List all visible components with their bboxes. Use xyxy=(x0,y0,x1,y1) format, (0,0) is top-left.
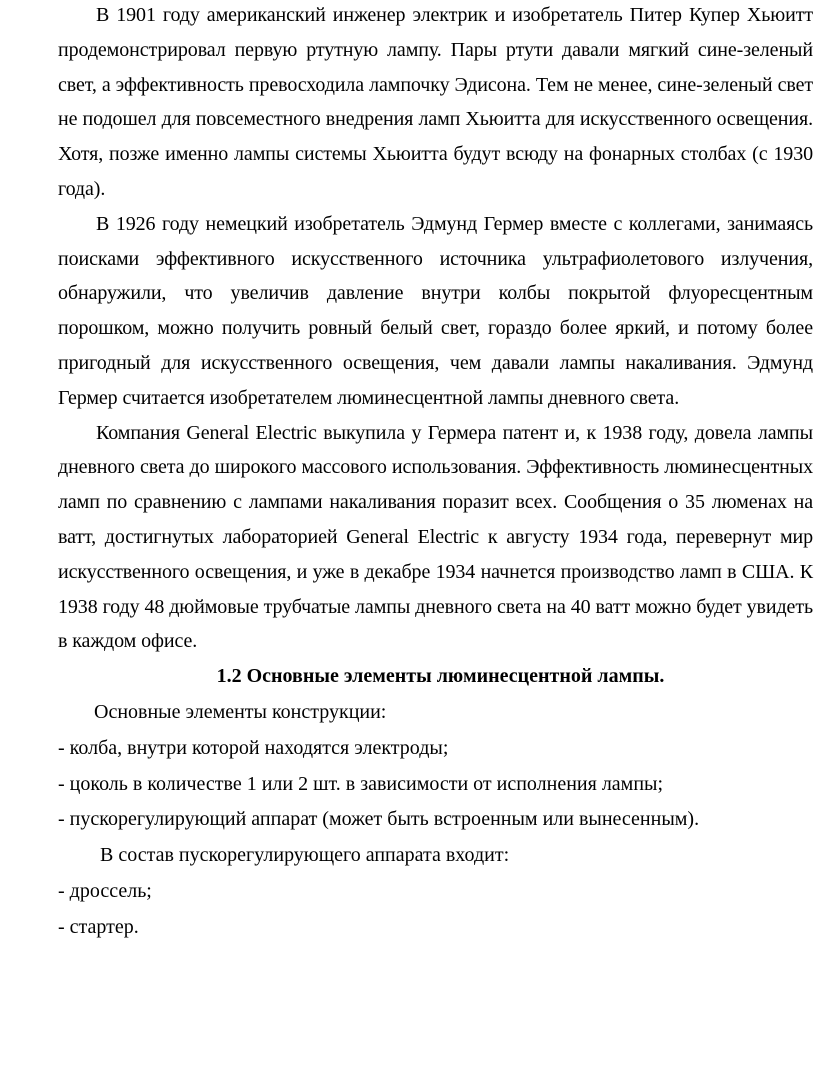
construction-intro: Основные элементы конструкции: xyxy=(94,700,387,723)
paragraph-general-electric: Компания General Electric выкупила у Гермера патент и, к 1938 году, довела лампы дневного света до широкого массового использования. Эффективность люминесцентных ламп по сравнению с лампами накаливания поразит всех. Сообщения о 35 люменах на ватт, достигнутых лабораторией General Electric к августу 1934 года, перевернут мир искусственного освещения, и уже в декабре 1934 начнется производство ламп в США. К 1938 году 48 дюймовые трубчатые лампы дневного света на 40 ватт можно будет увидеть в каждом офисе. xyxy=(58,421,813,653)
paragraph-germer-invention: В 1926 году немецкий изобретатель Эдмунд Гермер вместе с коллегами, занимаясь поисками эффективного искусственного источника ультрафиолетового излучения, обнаружили, что увеличив давление внутри колбы покрытой флуоресцентным порошком, можно получить ровный белый свет, гораздо более яркий, и потому более пригодный для искусственного освещения, чем давали лампы накаливания. Эдмунд Гермер считается изобретателем люминесцентной лампы дневного света. xyxy=(58,212,813,409)
paragraph-hewitt-lamp: В 1901 году американский инженер электрик и изобретатель Питер Купер Хьюитт продемонстрировал первую ртутную лампу. Пары ртути давали мягкий сине-зеленый свет, а эффективность превосходила лампочку Эдисона. Тем не менее, сине-зеленый свет не подошел для повсеместного внедрения ламп Хьюитта для искусственного освещения. Хотя, позже именно лампы системы Хьюитта будут всюду на фонарных столбах (с 1930 года). xyxy=(58,4,813,200)
list-item: - пускорегулирующий аппарат (может быть встроенным или вынесенным). xyxy=(58,808,700,831)
section-heading: 1.2 Основные элементы люминесцентной лампы. xyxy=(216,665,665,688)
list-item: - колба, внутри которой находятся электроды; xyxy=(58,736,449,759)
list-item: - цоколь в количестве 1 или 2 шт. в зависимости от исполнения лампы; xyxy=(58,772,664,795)
list-item: - дроссель; xyxy=(58,879,152,902)
document-page xyxy=(58,0,813,945)
list-item: - стартер. xyxy=(58,915,139,938)
ballast-intro: В состав пускорегулирующего аппарата входит: xyxy=(100,844,510,867)
